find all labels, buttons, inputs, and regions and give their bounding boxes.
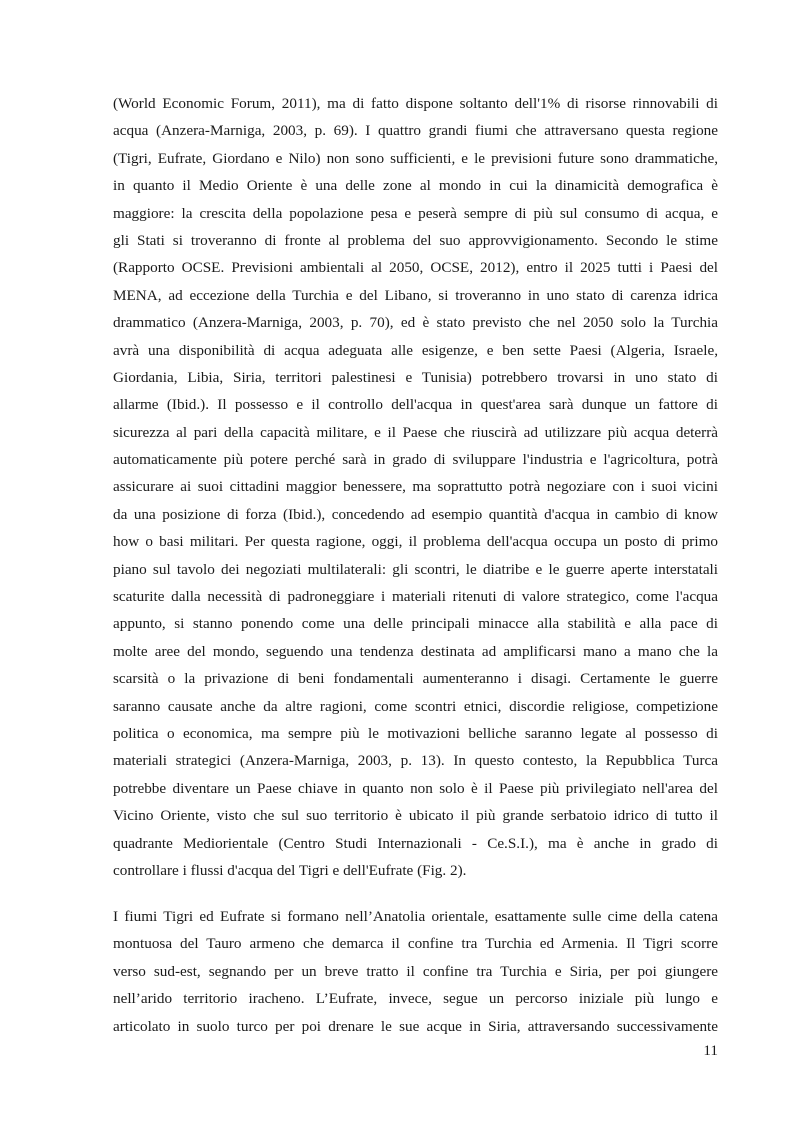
paragraph-line: how o basi militari. Per questa ragione, oggi, il problema dell'acqua occupa un posto di primo — [113, 533, 718, 551]
paragraph-line: I fiumi Tigri ed Eufrate si formano nell’Anatolia orientale, esattamente sulle cime della catena — [113, 908, 718, 925]
page-number: 11 — [703, 1042, 718, 1059]
paragraph-line: acqua (Anzera-Marniga, 2003, p. 69). I quattro grandi fiumi che attraversano questa regione — [113, 122, 718, 140]
body-paragraph-1 — [113, 90, 718, 884]
paragraph-line: montuosa del Tauro armeno che demarca il confine tra Turchia ed Armenia. Il Tigri scorre — [113, 935, 718, 953]
paragraph-line: Giordania, Libia, Siria, territori palestinesi e Tunisia) potrebbero trovarsi in uno stato di — [113, 368, 718, 386]
paragraph-line: (Tigri, Eufrate, Giordano e Nilo) non sono sufficienti, e le previsioni future sono drammatiche, — [113, 149, 718, 167]
paragraph-line: nell’arido territorio iracheno. L’Eufrate, invece, segue un percorso iniziale più lungo e — [113, 990, 718, 1008]
paragraph-line: automaticamente più potere perché sarà in grado di sviluppare l'industria e l'agricoltura, potrà — [113, 451, 718, 469]
paragraph-line: potrebbe diventare un Paese chiave in quanto non solo è il Paese più privilegiato nell'area del — [113, 779, 718, 797]
paragraph-line: (Rapporto OCSE. Previsioni ambientali al 2050, OCSE, 2012), entro il 2025 tutti i Paesi del — [113, 259, 718, 277]
paragraph-line: appunto, si stanno ponendo come una delle principali minacce alla stabilità e alla pace di — [113, 615, 718, 633]
body-paragraph-2 — [113, 903, 718, 1040]
paragraph-line: assicurare ai suoi cittadini maggior benessere, ma soprattutto potrà negoziare con i suoi vicini — [113, 478, 718, 496]
paragraph-line: materiali strategici (Anzera-Marniga, 2003, p. 13). In questo contesto, la Repubblica Turca — [113, 752, 718, 770]
paragraph-line: in quanto il Medio Oriente è una delle zone al mondo in cui la dinamicità demografica è — [113, 177, 718, 195]
paragraph-line: (World Economic Forum, 2011), ma di fatto dispone soltanto dell'1% di risorse rinnovabili di — [113, 95, 718, 112]
paragraph-line: articolato in suolo turco per poi drenare le sue acque in Siria, attraversando successivamente — [113, 1017, 718, 1035]
paragraph-line: controllare i flussi d'acqua del Tigri e dell'Eufrate (Fig. 2). — [113, 861, 467, 879]
paragraph-line: drammatico (Anzera-Marniga, 2003, p. 70), ed è stato previsto che nel 2050 solo la Turchia — [113, 314, 718, 332]
paragraph-line: da una posizione di forza (Ibid.), concedendo ad esempio quantità d'acqua in cambio di know — [113, 505, 718, 523]
paragraph-line: MENA, ad eccezione della Turchia e del Libano, si troveranno in uno stato di carenza idrica — [113, 286, 718, 304]
paragraph-line: scarsità o la privazione di beni fondamentali aumenteranno i disagi. Certamente le guerre — [113, 670, 718, 688]
paragraph-line: sicurezza al pari della capacità militare, e il Paese che riuscirà ad utilizzare più acqua deterrà — [113, 423, 718, 441]
paragraph-line: verso sud-est, segnando per un breve tratto il confine tra Turchia e Siria, per poi giungere — [113, 962, 718, 980]
paragraph-line: allarme (Ibid.). Il possesso e il controllo dell'acqua in quest'area sarà dunque un fattore di — [113, 396, 718, 414]
paragraph-line: avrà una disponibilità di acqua adeguata alle esigenze, e ben sette Paesi (Algeria, Israele, — [113, 341, 718, 359]
paragraph-line: maggiore: la crescita della popolazione pesa e peserà sempre di più sul consumo di acqua, e — [113, 204, 718, 222]
paragraph-line: politica o economica, ma sempre più le motivazioni belliche saranno legate al possesso di — [113, 724, 718, 742]
paragraph-line: gli Stati si troveranno di fronte al problema del suo approvvigionamento. Secondo le stime — [113, 231, 718, 249]
paragraph-line: Vicino Oriente, visto che sul suo territorio è ubicato il più grande serbatoio idrico di tutto il — [113, 807, 718, 825]
paragraph-line: scaturite dalla necessità di padroneggiare i materiali ritenuti di valore strategico, come l'acqua — [113, 588, 718, 606]
paragraph-line: quadrante Mediorientale (Centro Studi Internazionali - Ce.S.I.), ma è anche in grado di — [113, 834, 718, 852]
paragraph-line: molte aree del mondo, seguendo una tendenza destinata ad amplificarsi mano a mano che la — [113, 642, 718, 660]
paragraph-line: saranno causate anche da altre ragioni, come scontri etnici, discordie religiose, competizione — [113, 697, 718, 715]
paragraph-line: piano sul tavolo dei negoziati multilaterali: gli scontri, le diatribe e le guerre aperte interstatali — [113, 560, 718, 578]
